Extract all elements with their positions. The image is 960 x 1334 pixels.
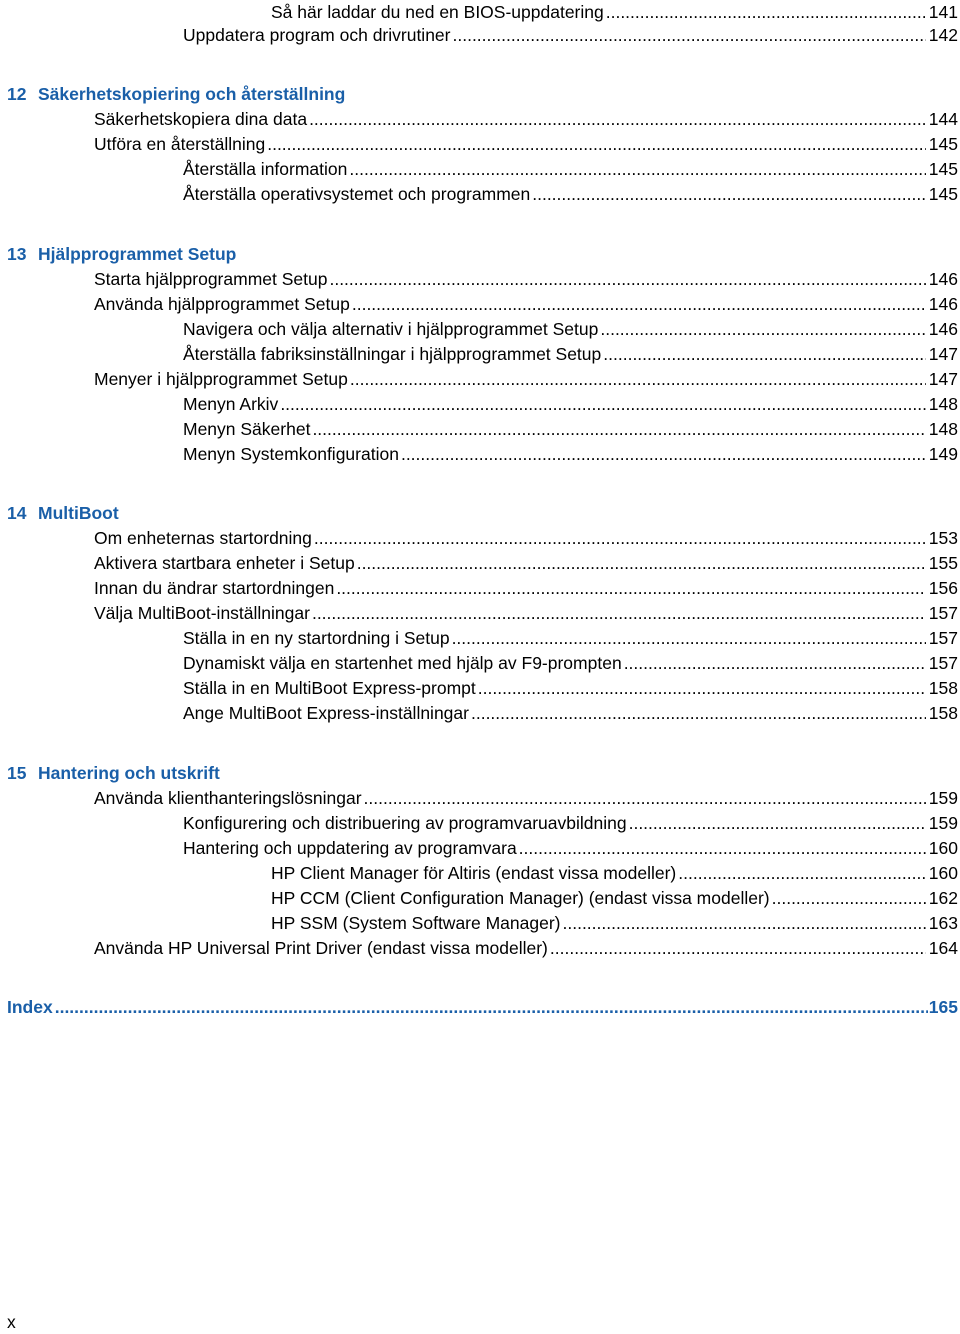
chapter-heading-14[interactable]	[7, 501, 119, 525]
toc-entry-title: Återställa information	[183, 159, 348, 179]
toc-entry-title: Ange MultiBoot Express-inställningar	[183, 703, 469, 723]
dot-leader	[336, 576, 925, 600]
toc-entry[interactable]	[94, 551, 958, 575]
dot-leader	[629, 811, 926, 835]
toc-entry-title: Om enheternas startordning	[94, 528, 312, 548]
toc-entry-title: Menyn Säkerhet	[183, 419, 311, 439]
dot-leader	[349, 157, 925, 181]
chapter-number: 15	[7, 763, 27, 783]
dot-leader	[606, 0, 926, 24]
toc-entry[interactable]	[183, 651, 958, 675]
toc-entry-page: 159	[928, 788, 958, 808]
toc-entry-title: Menyn Arkiv	[183, 394, 279, 414]
toc-entry-page: 158	[928, 703, 958, 723]
toc-entry-title: Konfigurering och distribuering av programvaruavbildning	[183, 813, 627, 833]
toc-entry-page: 146	[928, 269, 958, 289]
toc-entry[interactable]	[183, 317, 958, 341]
toc-entry[interactable]	[183, 811, 958, 835]
dot-leader	[478, 676, 926, 700]
toc-entry[interactable]	[183, 23, 958, 47]
toc-entry[interactable]	[183, 442, 958, 466]
toc-entry-title: Använda klienthanteringslösningar	[94, 788, 362, 808]
dot-leader	[519, 836, 926, 860]
toc-entry-page: 156	[928, 578, 958, 598]
toc-entry-page: 155	[928, 553, 958, 573]
dot-leader	[600, 317, 925, 341]
toc-entry[interactable]	[183, 182, 958, 206]
dot-leader	[532, 182, 926, 206]
toc-entry-title: Hantering och uppdatering av programvara	[183, 838, 517, 858]
toc-entry-page: 148	[928, 394, 958, 414]
chapter-title: Säkerhetskopiering och återställning	[38, 84, 346, 104]
index-title: Index	[7, 997, 53, 1017]
toc-entry-title: Så här laddar du ned en BIOS-uppdatering	[271, 2, 604, 22]
toc-entry-page: 159	[928, 813, 958, 833]
toc-entry[interactable]	[271, 861, 958, 885]
dot-leader	[772, 886, 926, 910]
dot-leader	[563, 911, 926, 935]
toc-entry-page: 145	[928, 184, 958, 204]
toc-entry-title: Navigera och välja alternativ i hjälpprogrammet Setup	[183, 319, 599, 339]
toc-entry-page: 146	[928, 294, 958, 314]
toc-entry-title: Ställa in en MultiBoot Express-prompt	[183, 678, 476, 698]
dot-leader	[603, 342, 926, 366]
toc-entry[interactable]	[183, 342, 958, 366]
toc-entry[interactable]	[183, 626, 958, 650]
toc-entry-page: 144	[928, 109, 958, 129]
toc-entry-title: Säkerhetskopiera dina data	[94, 109, 308, 129]
toc-entry-title: Menyn Systemkonfiguration	[183, 444, 399, 464]
toc-entry[interactable]	[94, 107, 958, 131]
chapter-number: 13	[7, 244, 27, 264]
toc-entry[interactable]	[94, 601, 958, 625]
toc-entry-page: 164	[928, 938, 958, 958]
toc-entry-page: 157	[928, 628, 958, 648]
toc-entry[interactable]	[94, 786, 958, 810]
toc-entry[interactable]	[183, 417, 958, 441]
toc-entry-page: 163	[928, 913, 958, 933]
toc-entry[interactable]	[94, 367, 958, 391]
dot-leader	[357, 551, 926, 575]
dot-leader	[624, 651, 926, 675]
dot-leader	[550, 936, 926, 960]
toc-entry-title: Välja MultiBoot-inställningar	[94, 603, 310, 623]
chapter-title: Hjälpprogrammet Setup	[38, 244, 237, 264]
chapter-number: 12	[7, 84, 27, 104]
toc-entry[interactable]	[183, 157, 958, 181]
toc-entry-title: Dynamiskt välja en startenhet med hjälp av F9-prompten	[183, 653, 622, 673]
toc-entry[interactable]	[271, 911, 958, 935]
dot-leader	[471, 701, 926, 725]
dot-leader	[329, 267, 925, 291]
dot-leader	[453, 23, 926, 47]
index-page: 165	[928, 997, 958, 1017]
toc-entry-page: 148	[928, 419, 958, 439]
toc-entry-page: 142	[928, 25, 958, 45]
toc-entry-page: 153	[928, 528, 958, 548]
toc-entry-page: 160	[928, 863, 958, 883]
dot-leader	[350, 367, 926, 391]
page-number: x	[7, 1312, 16, 1332]
toc-entry-title: Utföra en återställning	[94, 134, 266, 154]
toc-entry-page: 146	[928, 319, 958, 339]
toc-entry-title: Innan du ändrar startordningen	[94, 578, 335, 598]
toc-entry[interactable]	[183, 836, 958, 860]
toc-entry[interactable]	[183, 701, 958, 725]
toc-entry-title: Använda hjälpprogrammet Setup	[94, 294, 350, 314]
toc-entry-page: 157	[928, 653, 958, 673]
chapter-title: MultiBoot	[38, 503, 119, 523]
toc-entry[interactable]	[94, 292, 958, 316]
toc-entry-page: 149	[928, 444, 958, 464]
chapter-heading-12[interactable]	[7, 82, 345, 106]
toc-entry[interactable]	[94, 267, 958, 291]
toc-entry-title: Återställa operativsystemet och programmen	[183, 184, 531, 204]
toc-entry-page: 160	[928, 838, 958, 858]
toc-entry[interactable]	[94, 576, 958, 600]
dot-leader	[401, 442, 926, 466]
toc-entry[interactable]	[183, 392, 958, 416]
toc-entry[interactable]	[94, 526, 958, 550]
toc-entry-title: HP SSM (System Software Manager)	[271, 913, 561, 933]
toc-entry-title: Återställa fabriksinställningar i hjälpprogrammet Setup	[183, 344, 602, 364]
toc-entry-page: 157	[928, 603, 958, 623]
dot-leader	[314, 526, 926, 550]
toc-entry-title: Uppdatera program och drivrutiner	[183, 25, 451, 45]
chapter-heading-15[interactable]	[7, 761, 220, 785]
toc-entry[interactable]	[94, 936, 958, 960]
toc-entry-title: Använda HP Universal Print Driver (endast vissa modeller)	[94, 938, 548, 958]
toc-entry-page: 162	[928, 888, 958, 908]
toc-entry-page: 147	[928, 369, 958, 389]
toc-entry-page: 145	[928, 159, 958, 179]
dot-leader	[280, 392, 925, 416]
toc-entry-page: 141	[928, 2, 958, 22]
dot-leader	[312, 417, 925, 441]
dot-leader	[267, 132, 926, 156]
toc-entry[interactable]	[271, 0, 958, 24]
toc-entry-page: 147	[928, 344, 958, 364]
toc-entry[interactable]	[271, 886, 958, 910]
dot-leader	[364, 786, 926, 810]
toc-entry-title: Starta hjälpprogrammet Setup	[94, 269, 328, 289]
chapter-heading-13[interactable]	[7, 242, 236, 266]
toc-entry-page: 145	[928, 134, 958, 154]
chapter-title: Hantering och utskrift	[38, 763, 220, 783]
toc-entry-page: 158	[928, 678, 958, 698]
toc-entry-title: HP Client Manager för Altiris (endast vissa modeller)	[271, 863, 677, 883]
dot-leader	[55, 995, 928, 1019]
dot-leader	[312, 601, 926, 625]
toc-entry-title: HP CCM (Client Configuration Manager) (endast vissa modeller)	[271, 888, 770, 908]
dot-leader	[452, 626, 926, 650]
toc-entry-title: Menyer i hjälpprogrammet Setup	[94, 369, 348, 389]
dot-leader	[309, 107, 926, 131]
dot-leader	[678, 861, 926, 885]
toc-entry[interactable]	[183, 676, 958, 700]
toc-entry-title: Aktivera startbara enheter i Setup	[94, 553, 355, 573]
dot-leader	[352, 292, 926, 316]
toc-entry-title: Ställa in en ny startordning i Setup	[183, 628, 450, 648]
toc-entry[interactable]	[94, 132, 958, 156]
chapter-number: 14	[7, 503, 27, 523]
index-entry[interactable]	[7, 995, 958, 1019]
